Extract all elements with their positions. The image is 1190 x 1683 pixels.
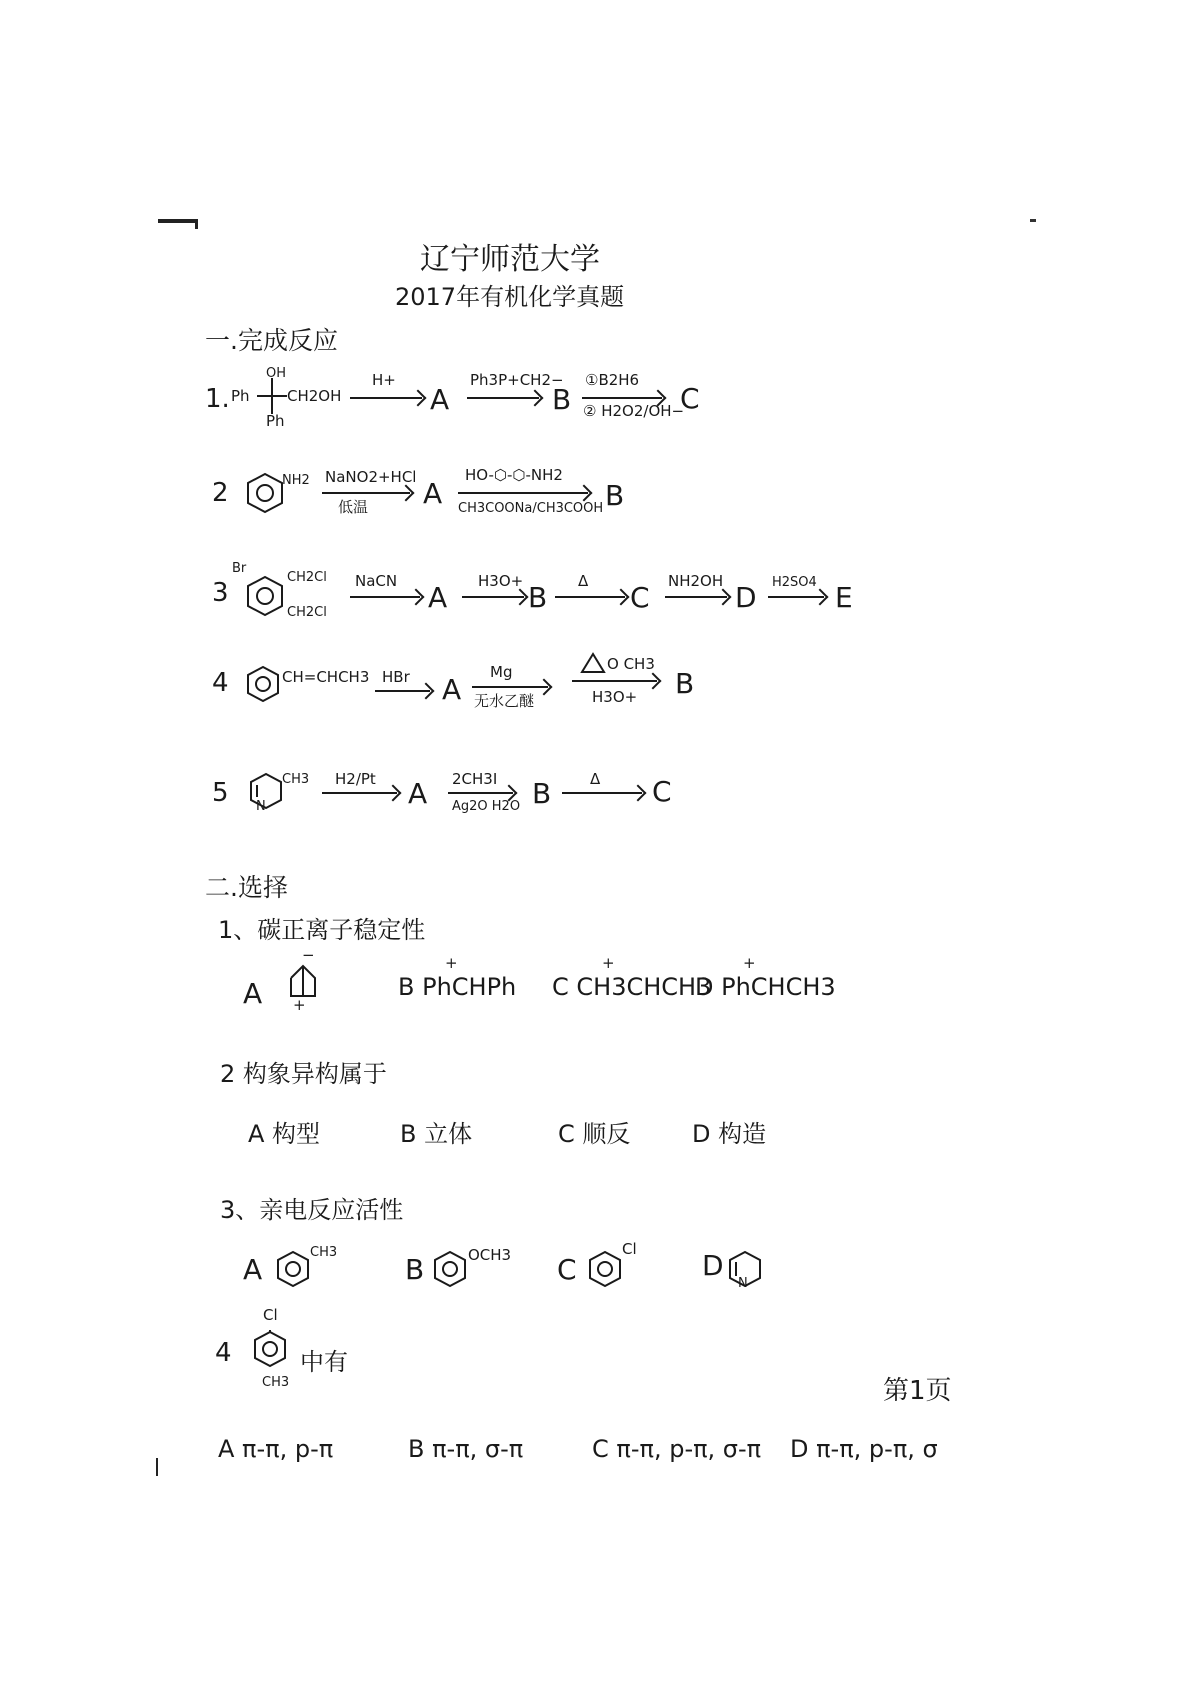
reaction-arrow <box>322 792 397 794</box>
question-number: 5 <box>212 778 229 808</box>
substituent-label: Cl <box>622 1240 637 1258</box>
page-number: 第1页 <box>883 1376 952 1406</box>
reagent-label: ② H2O2/OH− <box>583 402 685 420</box>
option-label: B 立体 <box>400 1120 473 1148</box>
reagent-label: H+ <box>372 371 396 389</box>
sheet-edge-top <box>158 219 198 223</box>
reagent-label: ①B2H6 <box>585 371 640 389</box>
n-label: N <box>738 1276 748 1291</box>
option-label: A 构型 <box>248 1120 321 1148</box>
option-label: C CH3CHCH3 <box>552 973 712 1001</box>
product-label: C <box>630 581 650 614</box>
charge-plus: + <box>445 954 458 972</box>
product-label: C <box>652 775 672 808</box>
exam-title: 2017年有机化学真题 <box>395 283 625 311</box>
option-label: A π-π, p-π <box>218 1435 334 1463</box>
reagent-label: 2CH3I <box>452 770 498 788</box>
ch3-label: CH3 <box>282 772 310 787</box>
question-stem: 1、碳正离子稳定性 <box>218 916 426 944</box>
reaction-arrow <box>472 686 548 688</box>
option-label: C 顺反 <box>558 1120 631 1148</box>
reaction-arrow <box>375 690 430 692</box>
ph-bottom-label: Ph <box>266 412 285 430</box>
substituent-label: CH=CHCH3 <box>282 668 370 686</box>
oh-label: OH <box>266 366 287 381</box>
reagent-label: Ag2O H2O <box>452 799 521 814</box>
ch2cl-label: CH2Cl <box>287 605 327 620</box>
product-label: B <box>675 667 695 700</box>
n-label: N <box>256 799 266 814</box>
option-label: A <box>243 977 263 1010</box>
option-label: B <box>405 1253 425 1286</box>
section1-title: 一.完成反应 <box>205 326 338 355</box>
reaction-arrow <box>665 596 727 598</box>
sheet-edge-right <box>1030 219 1036 222</box>
option-label: B π-π, σ-π <box>408 1435 524 1463</box>
reagent-label: NH2OH <box>668 572 724 590</box>
reaction-arrow <box>582 397 662 399</box>
reagent-label: Mg <box>490 663 513 681</box>
question-stem: 3、亲电反应活性 <box>220 1196 404 1224</box>
reagent-label: Ph3P+CH2− <box>470 371 564 389</box>
benzene-ring-icon <box>587 1250 623 1288</box>
charge-minus: − <box>302 946 315 964</box>
ph-left-label: Ph <box>231 387 250 405</box>
substituent-label: OCH3 <box>468 1246 512 1264</box>
reaction-arrow <box>322 492 410 494</box>
question-number: 4 <box>212 668 229 698</box>
reaction-arrow <box>562 792 642 794</box>
reagent-label: H3O+ <box>592 688 638 706</box>
product-label: A <box>442 673 462 706</box>
reaction-arrow <box>458 492 588 494</box>
ch3-label: CH3 <box>262 1375 290 1390</box>
option-label: D π-π, p-π, σ <box>790 1435 938 1463</box>
charge-plus: + <box>602 954 615 972</box>
reaction-arrow <box>448 792 513 794</box>
reaction-arrow <box>350 596 420 598</box>
product-label: A <box>408 777 428 810</box>
epoxide-icon <box>580 652 606 674</box>
reaction-arrow <box>467 397 539 399</box>
reagent-label: H2SO4 <box>772 575 817 590</box>
benzene-ring-icon <box>252 1330 288 1368</box>
reagent-label: 无水乙醚 <box>474 692 535 710</box>
product-label: B <box>532 777 552 810</box>
option-label: C π-π, p-π, σ-π <box>592 1435 762 1463</box>
benzene-ring-icon <box>245 665 281 703</box>
reagent-label: O CH3 <box>607 655 655 673</box>
reagent-label: HO-⬡-⬡-NH2 <box>465 466 563 484</box>
nh2-label: NH2 <box>282 473 310 488</box>
product-label: D <box>735 581 757 614</box>
reagent-label: H3O+ <box>478 572 524 590</box>
reagent-label: 低温 <box>338 498 369 516</box>
option-label: C <box>557 1253 577 1286</box>
reagent-label: H2/Pt <box>335 770 376 788</box>
substituent-label: CH3 <box>310 1245 338 1260</box>
product-label: A <box>430 383 450 416</box>
question-number: 3 <box>212 578 229 608</box>
reagent-label: CH3COONa/CH3COOH <box>458 501 604 516</box>
university-title: 辽宁师范大学 <box>420 242 600 277</box>
option-label: D <box>702 1249 724 1282</box>
reaction-arrow <box>768 596 824 598</box>
benzene-ring-icon <box>245 575 285 617</box>
reaction-arrow <box>350 397 422 399</box>
pyridine-ring-icon <box>248 772 284 812</box>
reagent-label: NaCN <box>355 572 398 590</box>
option-label: A <box>243 1253 263 1286</box>
sheet-edge-tick <box>195 219 198 229</box>
reagent-label: Δ <box>578 572 589 590</box>
question-stem: 2 构象异构属于 <box>220 1060 387 1088</box>
option-label: B PhCHPh <box>398 973 517 1001</box>
charge-plus: + <box>293 996 306 1014</box>
reagent-label: Δ <box>590 770 601 788</box>
product-label: B <box>552 383 572 416</box>
sheet-edge-left <box>156 1458 158 1476</box>
charge-plus: + <box>743 954 756 972</box>
product-label: A <box>423 477 443 510</box>
quaternary-carbon-bonds <box>257 376 287 416</box>
reaction-arrow <box>555 596 625 598</box>
question-number: 1. <box>205 384 230 414</box>
section2-title: 二.选择 <box>205 873 288 902</box>
product-label: B <box>605 479 625 512</box>
option-label: D 构造 <box>692 1120 767 1148</box>
ch2cl-label: CH2Cl <box>287 570 327 585</box>
question-number: 2 <box>212 478 229 508</box>
option-label: D PhCHCH3 <box>695 973 836 1001</box>
benzene-ring-icon <box>432 1250 468 1288</box>
benzene-ring-icon <box>275 1250 311 1288</box>
product-label: C <box>680 382 700 415</box>
benzene-ring-icon <box>245 472 285 514</box>
reagent-label: HBr <box>382 668 410 686</box>
product-label: A <box>428 581 448 614</box>
ch2oh-label: CH2OH <box>287 387 342 405</box>
reaction-arrow <box>462 596 524 598</box>
br-label: Br <box>232 561 247 576</box>
reaction-arrow <box>572 680 657 682</box>
cl-label: Cl <box>263 1306 278 1324</box>
question-number: 4 <box>215 1338 232 1368</box>
question-stem: 中有 <box>300 1348 348 1376</box>
product-label: B <box>528 581 548 614</box>
reagent-label: NaNO2+HCl <box>325 468 417 486</box>
product-label: E <box>835 581 853 614</box>
